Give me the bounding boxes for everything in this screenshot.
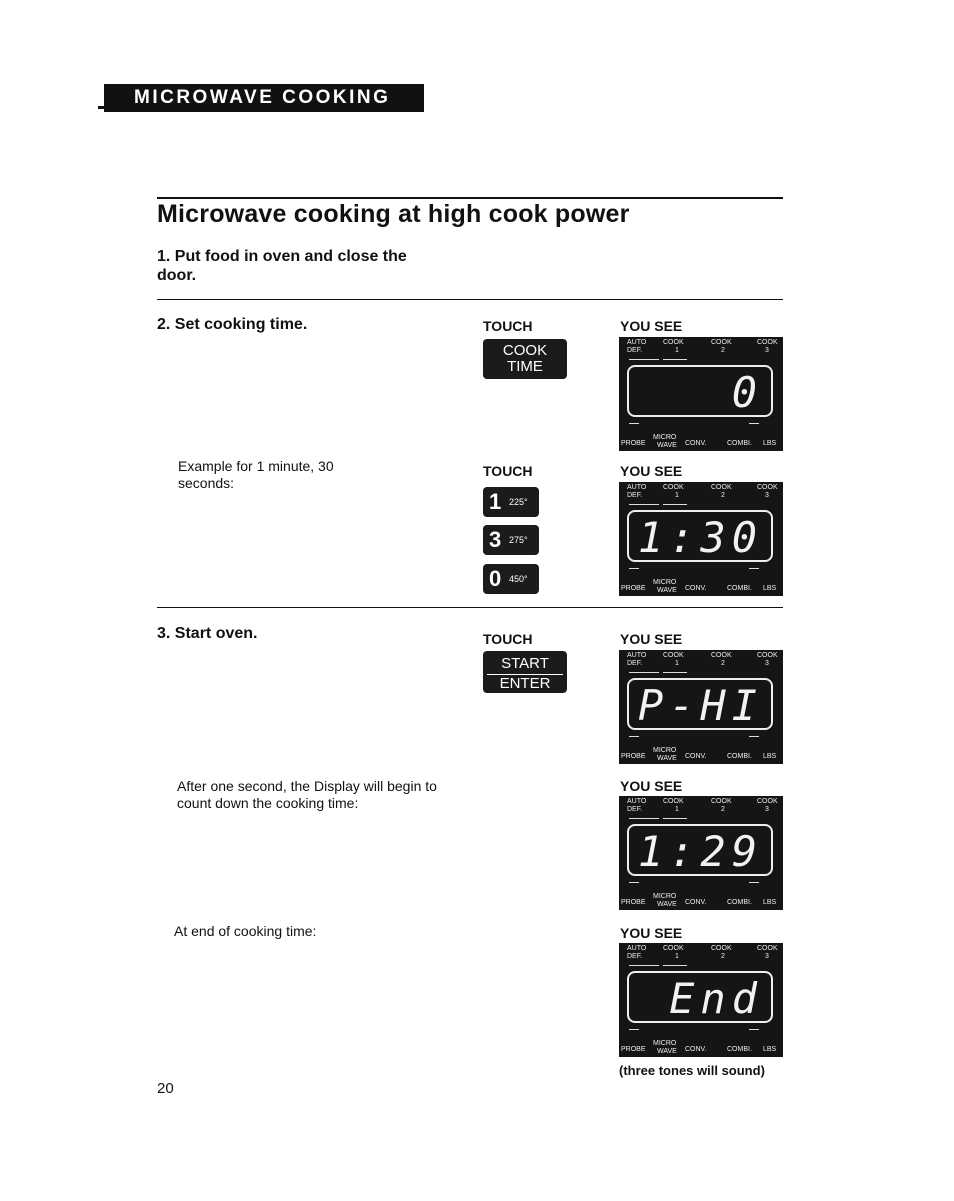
you-see-label: YOU SEE: [620, 631, 683, 647]
cook-time-line1: COOK: [502, 342, 548, 359]
cook-time-button[interactable]: [483, 339, 567, 379]
label-auto: AUTO: [627, 484, 647, 491]
label-cook-2: COOK: [711, 798, 732, 805]
label-lbs: LBS: [763, 585, 777, 592]
step-2: 2. Set cooking time.: [157, 316, 308, 333]
label-micro: MICRO: [653, 579, 677, 586]
touch-label: TOUCH: [483, 463, 533, 479]
step-1: 1. Put food in oven and close the door.: [157, 248, 407, 284]
label-num-1: 1: [675, 953, 679, 960]
display-screen: [627, 365, 773, 417]
display-readout: 1:30: [637, 513, 763, 562]
label-def: DEF.: [627, 660, 643, 667]
touch-label: TOUCH: [483, 318, 533, 334]
step-3: 3. Start oven.: [157, 625, 258, 642]
tones-note: (three tones will sound): [619, 1063, 765, 1078]
display-readout: 0: [731, 368, 763, 417]
number-key-3[interactable]: [483, 525, 539, 555]
start-line1: START: [501, 655, 549, 672]
key-digit: 3: [489, 527, 502, 552]
page-number: 20: [157, 1080, 174, 1097]
label-num-2: 2: [721, 660, 725, 667]
section-banner: MICROWAVE COOKING: [104, 84, 424, 112]
label-cook-2: COOK: [711, 484, 732, 491]
number-key-0[interactable]: [483, 564, 539, 594]
label-combi: COMBI.: [727, 753, 752, 760]
label-auto: AUTO: [627, 798, 647, 805]
label-conv: CONV.: [685, 440, 707, 447]
divider-1: [157, 299, 783, 300]
label-micro: MICRO: [653, 434, 677, 441]
label-auto: AUTO: [627, 339, 647, 346]
label-wave: WAVE: [657, 587, 677, 594]
label-num-3: 3: [765, 347, 769, 354]
bracket-line: [629, 568, 639, 569]
cook-time-line2: TIME: [507, 358, 543, 375]
label-probe: PROBE: [621, 753, 646, 760]
you-see-label: YOU SEE: [620, 463, 683, 479]
label-def: DEF.: [627, 347, 643, 354]
label-cook-3: COOK: [757, 945, 778, 952]
bracket-line: [663, 818, 687, 819]
bracket-line: [629, 1029, 639, 1030]
label-num-1: 1: [675, 347, 679, 354]
oven-display: [619, 482, 783, 596]
bracket-line: [749, 1029, 759, 1030]
oven-display: [619, 943, 783, 1057]
label-combi: COMBI.: [727, 1046, 752, 1053]
label-num-3: 3: [765, 806, 769, 813]
label-cook-3: COOK: [757, 798, 778, 805]
label-wave: WAVE: [657, 442, 677, 449]
label-micro: MICRO: [653, 893, 677, 900]
label-conv: CONV.: [685, 753, 707, 760]
label-combi: COMBI.: [727, 440, 752, 447]
bracket-line: [629, 504, 659, 505]
label-cook-1: COOK: [663, 798, 684, 805]
display-screen: [627, 824, 773, 876]
label-cook-2: COOK: [711, 945, 732, 952]
label-num-1: 1: [675, 806, 679, 813]
you-see-label: YOU SEE: [620, 778, 683, 794]
label-conv: CONV.: [685, 1046, 707, 1053]
after-note: After one second, the Display will begin to count down the cooking time:: [177, 778, 437, 811]
oven-display: [619, 337, 783, 451]
display-screen: [627, 971, 773, 1023]
key-temp: 225°: [509, 497, 528, 507]
label-wave: WAVE: [657, 1048, 677, 1055]
bracket-line: [749, 882, 759, 883]
bracket-line: [663, 359, 687, 360]
key-digit: 0: [489, 566, 502, 591]
example-note: Example for 1 minute, 30 seconds:: [178, 458, 334, 491]
page-title: Microwave cooking at high cook power: [157, 200, 630, 228]
label-cook-1: COOK: [663, 339, 684, 346]
label-cook-2: COOK: [711, 652, 732, 659]
label-probe: PROBE: [621, 899, 646, 906]
label-probe: PROBE: [621, 1046, 646, 1053]
oven-display: [619, 796, 783, 910]
bracket-line: [629, 423, 639, 424]
number-key-1[interactable]: [483, 487, 539, 517]
bracket-line: [663, 504, 687, 505]
label-probe: PROBE: [621, 440, 646, 447]
label-def: DEF.: [627, 806, 643, 813]
display-readout: 1:29: [637, 827, 763, 876]
you-see-label: YOU SEE: [620, 318, 683, 334]
label-num-2: 2: [721, 806, 725, 813]
label-micro: MICRO: [653, 747, 677, 754]
label-combi: COMBI.: [727, 899, 752, 906]
bracket-line: [629, 736, 639, 737]
label-cook-1: COOK: [663, 652, 684, 659]
label-auto: AUTO: [627, 945, 647, 952]
label-lbs: LBS: [763, 1046, 777, 1053]
label-num-2: 2: [721, 953, 725, 960]
label-num-1: 1: [675, 492, 679, 499]
divider-2: [157, 607, 783, 608]
label-probe: PROBE: [621, 585, 646, 592]
label-cook-1: COOK: [663, 484, 684, 491]
display-screen: [627, 510, 773, 562]
label-num-3: 3: [765, 492, 769, 499]
label-def: DEF.: [627, 953, 643, 960]
label-wave: WAVE: [657, 755, 677, 762]
label-cook-3: COOK: [757, 652, 778, 659]
key-temp: 450°: [509, 574, 528, 584]
bracket-line: [749, 423, 759, 424]
label-auto: AUTO: [627, 652, 647, 659]
label-cook-1: COOK: [663, 945, 684, 952]
label-wave: WAVE: [657, 901, 677, 908]
bracket-line: [629, 882, 639, 883]
bracket-line: [749, 568, 759, 569]
title-rule: [157, 197, 783, 199]
bracket-line: [663, 965, 687, 966]
start-line2: ENTER: [487, 674, 563, 692]
label-combi: COMBI.: [727, 585, 752, 592]
label-lbs: LBS: [763, 440, 777, 447]
label-num-2: 2: [721, 347, 725, 354]
display-readout: P-HI: [637, 681, 763, 730]
key-temp: 275°: [509, 535, 528, 545]
label-def: DEF.: [627, 492, 643, 499]
label-cook-3: COOK: [757, 484, 778, 491]
oven-display: [619, 650, 783, 764]
label-num-3: 3: [765, 660, 769, 667]
bracket-line: [629, 672, 659, 673]
label-conv: CONV.: [685, 585, 707, 592]
label-num-3: 3: [765, 953, 769, 960]
bracket-line: [629, 965, 659, 966]
label-conv: CONV.: [685, 899, 707, 906]
end-note: At end of cooking time:: [174, 923, 317, 939]
label-lbs: LBS: [763, 899, 777, 906]
label-cook-2: COOK: [711, 339, 732, 346]
bracket-line: [629, 818, 659, 819]
label-micro: MICRO: [653, 1040, 677, 1047]
key-digit: 1: [489, 489, 502, 514]
bracket-line: [663, 672, 687, 673]
display-screen: [627, 678, 773, 730]
touch-label: TOUCH: [483, 631, 533, 647]
label-cook-3: COOK: [757, 339, 778, 346]
display-readout: End: [669, 974, 763, 1023]
you-see-label: YOU SEE: [620, 925, 683, 941]
label-num-1: 1: [675, 660, 679, 667]
start-enter-button[interactable]: [483, 651, 567, 693]
label-num-2: 2: [721, 492, 725, 499]
bracket-line: [629, 359, 659, 360]
bracket-line: [749, 736, 759, 737]
label-lbs: LBS: [763, 753, 777, 760]
